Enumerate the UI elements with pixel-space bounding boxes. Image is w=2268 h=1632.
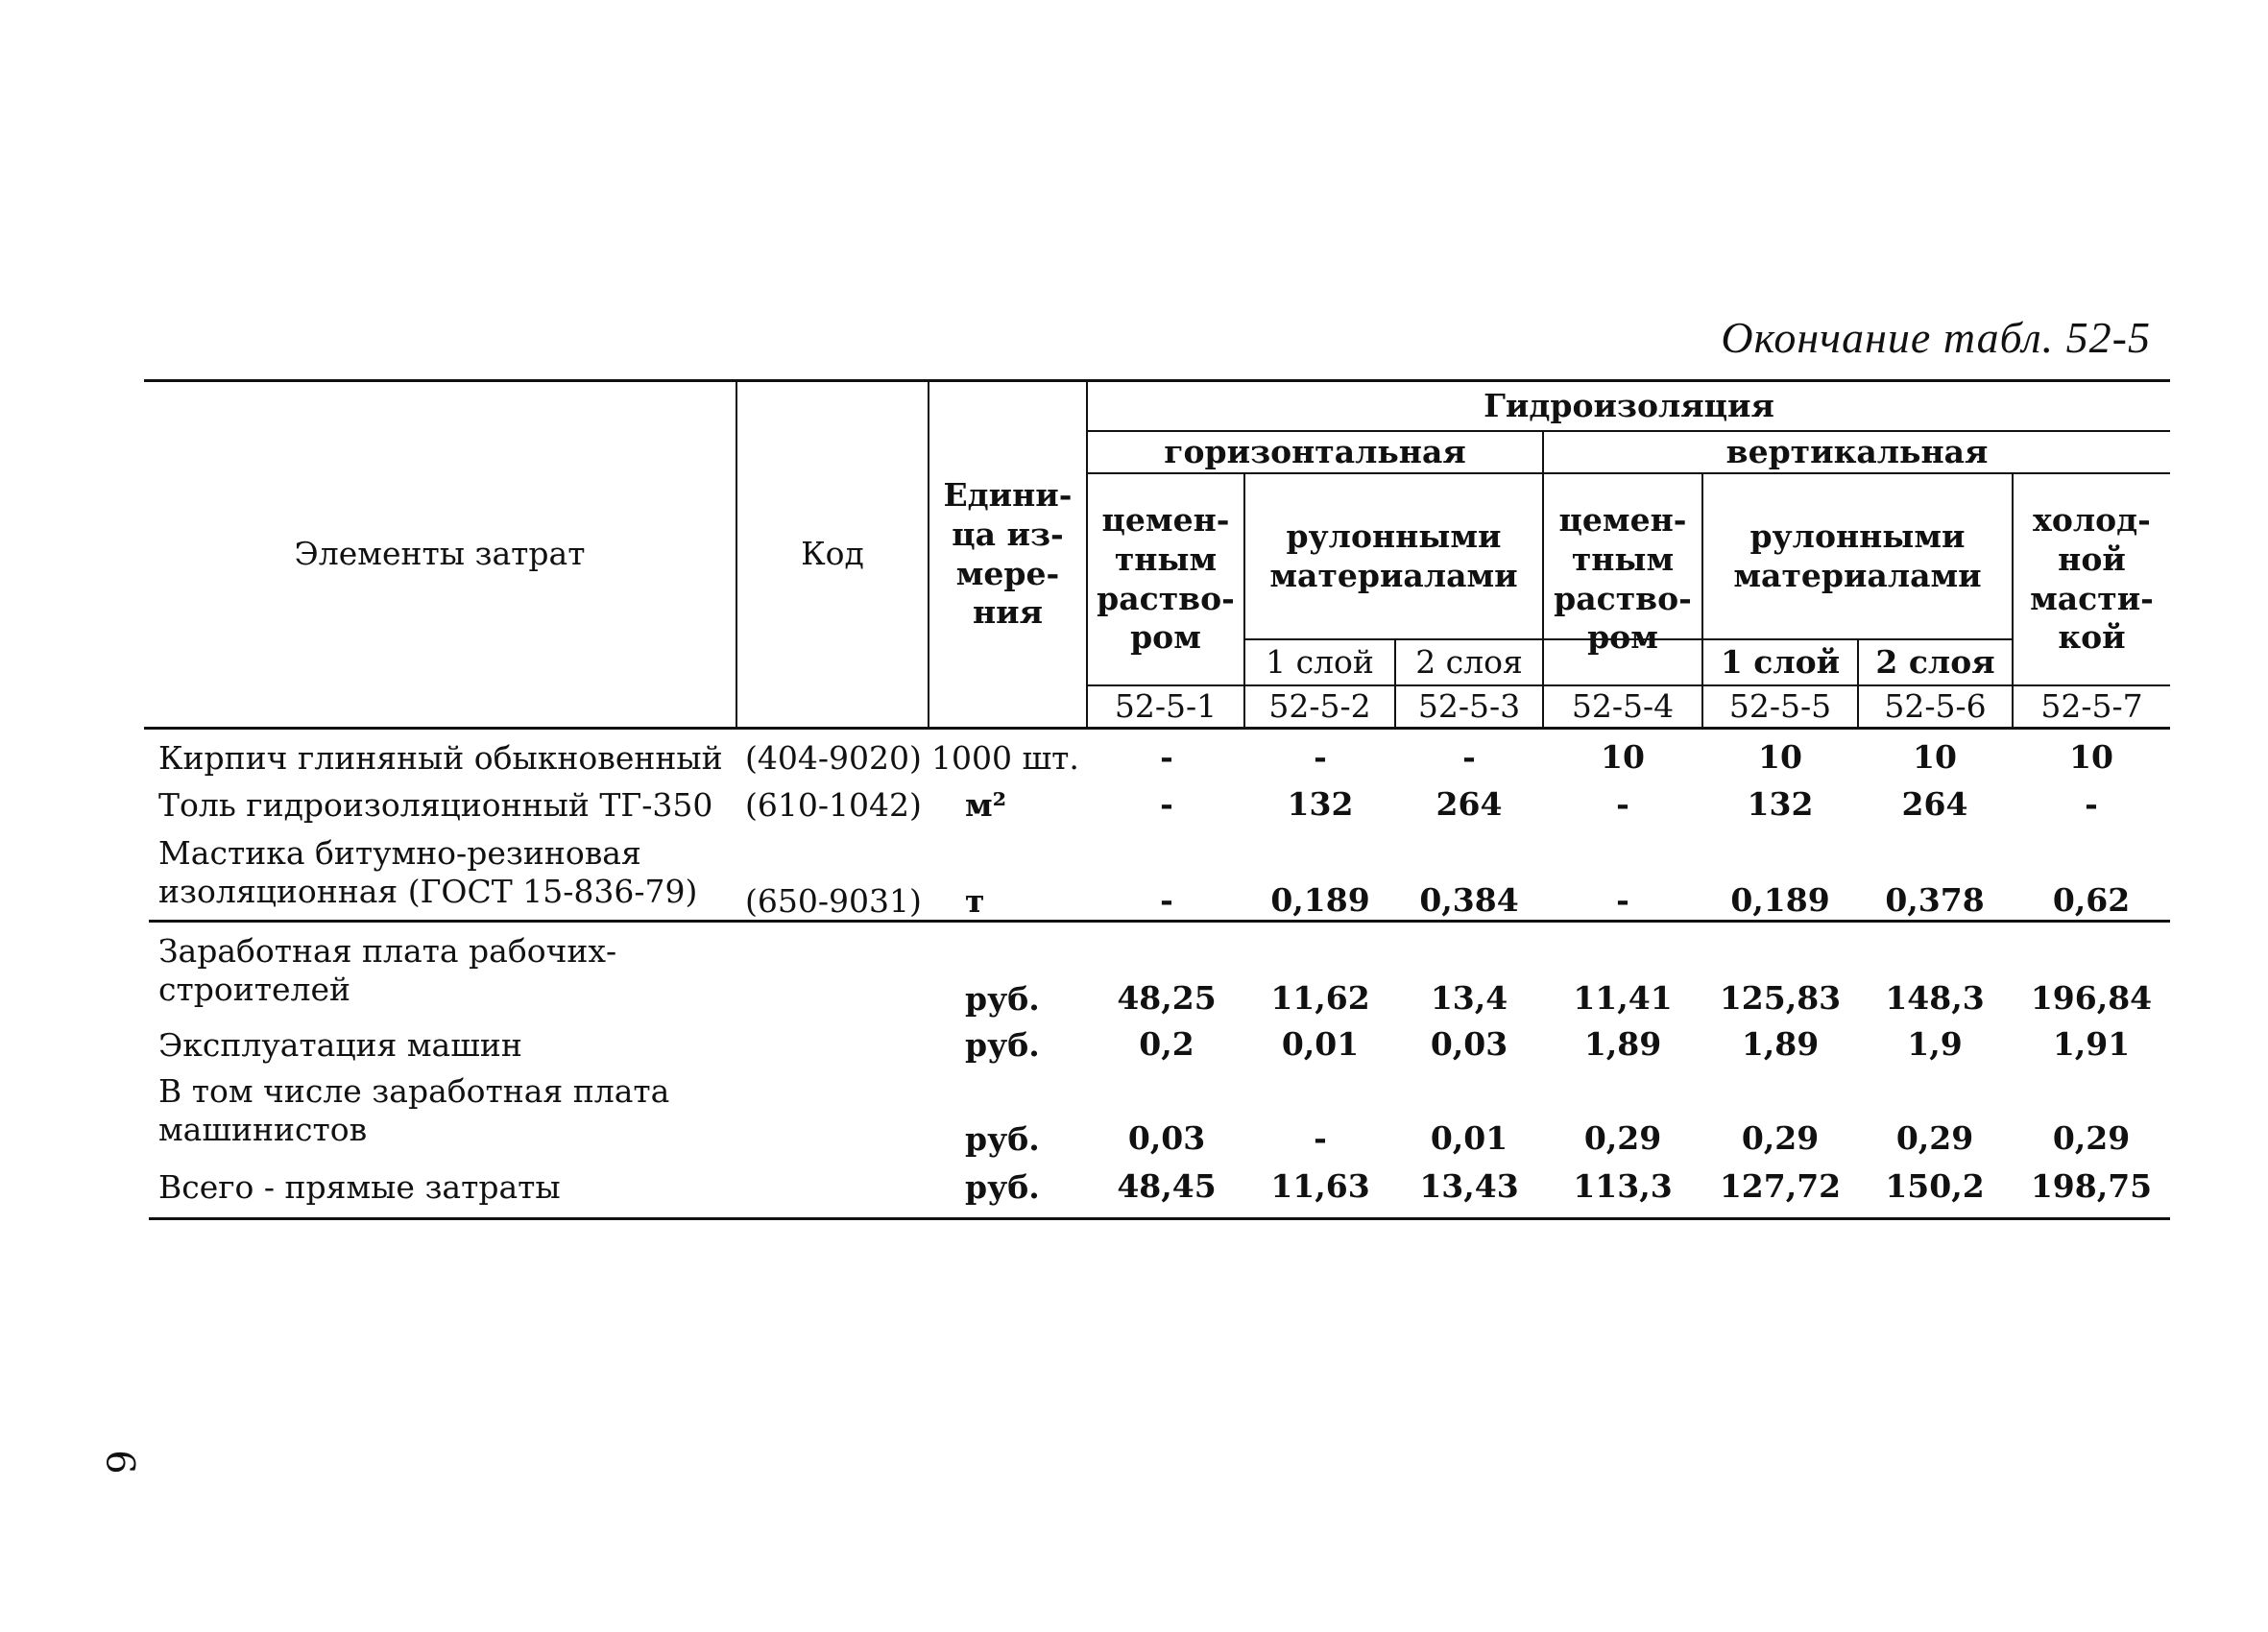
row-label: Всего - прямые затраты: [158, 1168, 561, 1206]
value-cell: 1,89: [1583, 1025, 1662, 1063]
header-group: Гидроизоляция: [1484, 386, 1774, 424]
value-cell: 1,89: [1741, 1025, 1820, 1063]
header-bottom-rule: [144, 727, 2170, 730]
row-unit: т: [965, 882, 985, 920]
header-code: Код: [801, 535, 864, 573]
value-cell: 1,91: [2052, 1025, 2131, 1063]
header-rolled-vertical: рулонными материалами: [1733, 516, 1982, 594]
value-cell: 11,62: [1270, 979, 1370, 1017]
value-cell: 13,4: [1430, 979, 1508, 1017]
value-cell: 0,29: [1741, 1119, 1820, 1157]
value-cell: -: [1314, 738, 1327, 776]
value-cell: 11,63: [1270, 1167, 1370, 1205]
table-bottom-rule: [149, 1217, 2170, 1220]
value-cell: 198,75: [2030, 1167, 2153, 1205]
value-cell: 48,25: [1117, 979, 1217, 1017]
col-code-3: 52-5-3: [1417, 686, 1521, 725]
value-cell: 150,2: [1885, 1167, 1985, 1205]
value-cell: 132: [1747, 785, 1814, 823]
row-unit: руб.: [965, 1026, 1040, 1064]
col-code-2: 52-5-2: [1268, 686, 1371, 725]
value-cell: -: [1616, 785, 1629, 823]
value-cell: 0,189: [1270, 881, 1370, 919]
value-cell: -: [2085, 785, 2098, 823]
row-unit: руб.: [965, 1120, 1040, 1158]
value-cell: 0,2: [1139, 1025, 1194, 1063]
value-cell: 48,45: [1117, 1167, 1217, 1205]
header-rolled-horizontal: рулонными материалами: [1269, 516, 1518, 594]
col-code-1: 52-5-1: [1114, 686, 1218, 725]
row-code: (404-9020): [745, 739, 922, 777]
value-cell: -: [1160, 738, 1173, 776]
row-code: (610-1042): [745, 786, 922, 824]
value-cell: -: [1462, 738, 1476, 776]
col-code-5: 52-5-5: [1728, 686, 1832, 725]
value-cell: 0,189: [1730, 881, 1830, 919]
row-label-continued: изоляционная (ГОСТ 15-836-79): [158, 873, 698, 910]
value-cell: 0,62: [2052, 881, 2131, 919]
value-cell: 10: [1601, 738, 1645, 776]
value-cell: 0,03: [1127, 1119, 1206, 1157]
value-cell: 0,384: [1419, 881, 1519, 919]
header-cement-horizontal: цемен- тным раство- ром: [1097, 500, 1235, 657]
value-cell: 10: [1913, 738, 1957, 776]
value-cell: 125,83: [1719, 979, 1842, 1017]
value-cell: 0,29: [1583, 1119, 1662, 1157]
header-horizontal: горизонтальная: [1164, 432, 1466, 470]
value-cell: 0,29: [1895, 1119, 1974, 1157]
row-label: Кирпич глиняный обыкновенный: [158, 739, 723, 777]
value-cell: 264: [1436, 785, 1503, 823]
row-label-continued: строителей: [158, 971, 350, 1008]
value-cell: 0,03: [1430, 1025, 1508, 1063]
value-cell: 264: [1901, 785, 1968, 823]
value-cell: 11,41: [1573, 979, 1673, 1017]
value-cell: 1,9: [1907, 1025, 1963, 1063]
col-code-7: 52-5-7: [2040, 686, 2143, 725]
row-unit: м²: [965, 786, 1007, 824]
row-label: Мастика битумно-резиновая: [158, 834, 641, 872]
row-code: (650-9031): [745, 882, 922, 920]
col-code-4: 52-5-4: [1571, 686, 1675, 725]
page-number: 6: [97, 1450, 142, 1475]
row-label: В том числе заработная плата: [158, 1072, 670, 1110]
value-cell: 10: [1758, 738, 1802, 776]
value-cell: 196,84: [2030, 979, 2153, 1017]
materials-bottom-rule: [149, 920, 2170, 923]
row-unit: 1000 шт.: [931, 739, 1079, 777]
header-layer1-vertical: 1 слой: [1720, 642, 1841, 681]
header-layer1-horizontal: 1 слой: [1266, 642, 1374, 681]
value-cell: 113,3: [1573, 1167, 1673, 1205]
header-unit: Едини- ца из- мере- ния: [943, 475, 1073, 632]
value-cell: -: [1160, 785, 1173, 823]
table-caption: Окончание табл. 52-5: [1721, 313, 2151, 362]
header-layer2-horizontal: 2 слоя: [1415, 642, 1523, 681]
row-label: Толь гидроизоляционный ТГ-350: [158, 786, 713, 824]
row-label: Заработная плата рабочих-: [158, 932, 617, 970]
col-code-6: 52-5-6: [1884, 686, 1987, 725]
value-cell: 127,72: [1719, 1167, 1842, 1205]
header-vertical: вертикальная: [1725, 432, 1989, 470]
value-cell: 0,378: [1885, 881, 1985, 919]
value-cell: 13,43: [1419, 1167, 1519, 1205]
value-cell: -: [1160, 881, 1173, 919]
value-cell: 0,01: [1430, 1119, 1508, 1157]
value-cell: -: [1616, 881, 1629, 919]
header-elements: Элементы затрат: [294, 535, 586, 573]
value-cell: 0,29: [2052, 1119, 2131, 1157]
value-cell: 10: [2069, 738, 2113, 776]
row-label-continued: машинистов: [158, 1111, 368, 1148]
header-layer2-vertical: 2 слоя: [1875, 642, 1995, 681]
row-unit: руб.: [965, 980, 1040, 1018]
value-cell: -: [1314, 1119, 1327, 1157]
value-cell: 132: [1287, 785, 1354, 823]
value-cell: 148,3: [1885, 979, 1985, 1017]
header-cold-mastic: холод- ной масти- кой: [2030, 500, 2154, 657]
row-label: Эксплуатация машин: [158, 1026, 522, 1064]
header-cement-vertical: цемен- тным раство- ром: [1554, 500, 1692, 657]
value-cell: 0,01: [1281, 1025, 1360, 1063]
row-unit: руб.: [965, 1168, 1040, 1206]
